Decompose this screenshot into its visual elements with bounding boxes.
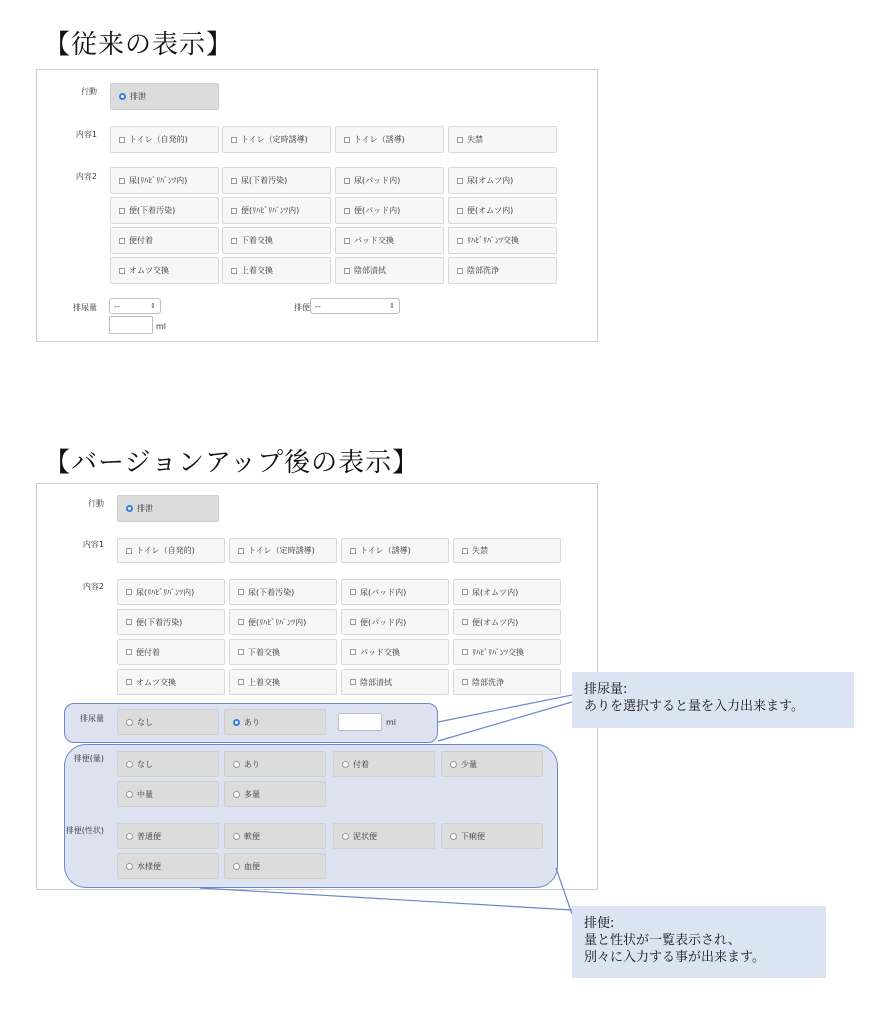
checkbox-icon (231, 238, 237, 244)
content2-option[interactable]: 下着交換 (222, 227, 331, 254)
after-heading: 【バージョンアップ後の表示】 (44, 448, 420, 478)
radio-selected-icon (119, 93, 126, 100)
content1-option[interactable]: トイレ（定時誘導) (222, 126, 331, 153)
urine-note-text: ありを選択すると量を入力出来ます。 (584, 699, 804, 714)
checkbox-icon (126, 649, 132, 655)
content2-option[interactable]: パッド交換 (341, 639, 449, 665)
content2-option[interactable]: 便(ﾘﾊﾋﾞﾘﾊﾟﾝﾂ内) (222, 197, 331, 224)
select-arrows-icon: ⇕ (389, 302, 395, 310)
stool-type-option[interactable]: 普通便 (117, 823, 219, 849)
content2-option[interactable]: 尿(ﾘﾊﾋﾞﾘﾊﾟﾝﾂ内) (117, 579, 225, 605)
content2-option[interactable]: 尿(ﾘﾊﾋﾞﾘﾊﾟﾝﾂ内) (110, 167, 219, 194)
checkbox-icon (457, 137, 463, 143)
content1-option[interactable]: トイレ（誘導) (341, 538, 449, 563)
content2-option[interactable]: 便(オムツ内) (448, 197, 557, 224)
checkbox-icon (231, 178, 237, 184)
content2-option[interactable]: 尿(パッド内) (341, 579, 449, 605)
radio-icon (450, 833, 457, 840)
radio-icon (126, 761, 133, 768)
radio-icon (126, 833, 133, 840)
checkbox-icon (350, 679, 356, 685)
checkbox-icon (126, 679, 132, 685)
content1-option[interactable]: 失禁 (453, 538, 561, 563)
checkbox-icon (231, 268, 237, 274)
radio-icon (126, 719, 133, 726)
radio-selected-icon (233, 719, 240, 726)
content2-label: 内容2 (75, 172, 97, 181)
content2-label: 内容2 (82, 582, 104, 591)
checkbox-icon (344, 238, 350, 244)
checkbox-icon (126, 548, 132, 554)
content2-option[interactable]: ﾘﾊﾋﾞﾘﾊﾟﾝﾂ交換 (448, 227, 557, 254)
radio-icon (342, 761, 349, 768)
radio-icon (233, 761, 240, 768)
checkbox-icon (462, 619, 468, 625)
checkbox-icon (238, 548, 244, 554)
urine-ml-input[interactable] (109, 316, 153, 334)
content2-option[interactable]: パッド交換 (335, 227, 444, 254)
checkbox-icon (231, 137, 237, 143)
action-label: 行動 (81, 87, 97, 96)
action-option-excretion[interactable]: 排泄 (117, 495, 219, 522)
checkbox-icon (238, 649, 244, 655)
content2-option[interactable]: 便(下着汚染) (117, 609, 225, 635)
content2-option[interactable]: 尿(パッド内) (335, 167, 444, 194)
urine-amount-label: 排尿量 (80, 714, 104, 723)
content2-option[interactable]: 陰部清拭 (335, 257, 444, 284)
content2-option[interactable]: 便付着 (110, 227, 219, 254)
content2-option[interactable]: 上着交換 (229, 669, 337, 695)
checkbox-icon (350, 619, 356, 625)
urine-note-title: 排尿量: (584, 682, 628, 697)
checkbox-icon (462, 589, 468, 595)
content2-option[interactable]: 便(オムツ内) (453, 609, 561, 635)
radio-icon (233, 863, 240, 870)
content2-option[interactable]: 陰部洗浄 (448, 257, 557, 284)
urine-note (572, 672, 854, 728)
checkbox-icon (462, 679, 468, 685)
stool-note-title: 排便: (584, 916, 615, 931)
checkbox-icon (457, 268, 463, 274)
checkbox-icon (119, 178, 125, 184)
stool-label: 排便 (294, 303, 310, 312)
content2-option[interactable]: 陰部清拭 (341, 669, 449, 695)
content2-option[interactable]: 尿(オムツ内) (448, 167, 557, 194)
urine-option[interactable]: あり (224, 709, 326, 735)
content1-option[interactable]: トイレ（定時誘導) (229, 538, 337, 563)
content2-option[interactable]: 尿(下着汚染) (222, 167, 331, 194)
action-label: 行動 (88, 499, 104, 508)
stool-type-option[interactable]: 水様便 (117, 853, 219, 879)
stool-amount-option[interactable]: あり (224, 751, 326, 777)
checkbox-icon (350, 589, 356, 595)
content1-option[interactable]: 失禁 (448, 126, 557, 153)
urine-unit: ml (156, 322, 167, 331)
content1-label: 内容1 (75, 130, 97, 139)
checkbox-icon (350, 649, 356, 655)
content1-option[interactable]: トイレ（自発的) (117, 538, 225, 563)
content2-option[interactable]: 便付着 (117, 639, 225, 665)
checkbox-icon (119, 137, 125, 143)
content2-option[interactable]: 便(パッド内) (335, 197, 444, 224)
urine-amount-label: 排尿量 (73, 303, 97, 312)
content1-option[interactable]: トイレ（誘導) (335, 126, 444, 153)
checkbox-icon (457, 178, 463, 184)
content2-option[interactable]: 便(下着汚染) (110, 197, 219, 224)
stool-amount-option[interactable]: なし (117, 751, 219, 777)
stool-type-option[interactable]: 血便 (224, 853, 326, 879)
content2-option[interactable]: 下着交換 (229, 639, 337, 665)
checkbox-icon (238, 589, 244, 595)
stool-amount-option[interactable]: 少量 (441, 751, 543, 777)
checkbox-icon (457, 208, 463, 214)
radio-icon (126, 863, 133, 870)
radio-icon (342, 833, 349, 840)
urine-option[interactable]: なし (117, 709, 219, 735)
content2-option[interactable]: ﾘﾊﾋﾞﾘﾊﾟﾝﾂ交換 (453, 639, 561, 665)
before-heading: 【従来の表示】 (44, 30, 234, 60)
content1-label: 内容1 (82, 540, 104, 549)
stool-note-line2: 別々に入力する事が出来ます。 (584, 950, 765, 965)
select-arrows-icon: ⇕ (150, 302, 156, 310)
checkbox-icon (462, 548, 468, 554)
checkbox-icon (119, 238, 125, 244)
content2-option[interactable]: 尿(下着汚染) (229, 579, 337, 605)
stool-type-option[interactable]: 泥状便 (333, 823, 435, 849)
stool-amount-option[interactable]: 中量 (117, 781, 219, 807)
content1-option[interactable]: トイレ（自発的) (110, 126, 219, 153)
stool-note-line1: 量と性状が一覧表示され、 (584, 933, 741, 948)
checkbox-icon (462, 649, 468, 655)
content2-option[interactable]: 上着交換 (222, 257, 331, 284)
checkbox-icon (126, 589, 132, 595)
checkbox-icon (126, 619, 132, 625)
stool-amount-option[interactable]: 付着 (333, 751, 435, 777)
checkbox-icon (231, 208, 237, 214)
checkbox-icon (238, 619, 244, 625)
checkbox-icon (119, 268, 125, 274)
urine-amount-select[interactable]: -- ⇕ (109, 298, 161, 314)
radio-icon (126, 791, 133, 798)
urine-ml-input[interactable] (338, 713, 382, 731)
checkbox-icon (344, 137, 350, 143)
content2-option[interactable]: オムツ交換 (117, 669, 225, 695)
stool-type-option[interactable]: 下痢便 (441, 823, 543, 849)
content2-option[interactable]: オムツ交換 (110, 257, 219, 284)
radio-icon (450, 761, 457, 768)
checkbox-icon (344, 208, 350, 214)
checkbox-icon (344, 268, 350, 274)
checkbox-icon (119, 208, 125, 214)
content2-option[interactable]: 陰部洗浄 (453, 669, 561, 695)
content2-option[interactable]: 便(ﾘﾊﾋﾞﾘﾊﾟﾝﾂ内) (229, 609, 337, 635)
content2-option[interactable]: 尿(オムツ内) (453, 579, 561, 605)
radio-icon (233, 833, 240, 840)
radio-selected-icon (126, 505, 133, 512)
radio-icon (233, 791, 240, 798)
stool-note (572, 906, 826, 978)
checkbox-icon (350, 548, 356, 554)
stool-type-label: 排便(性状) (65, 826, 104, 835)
stool-type-option[interactable]: 軟便 (224, 823, 326, 849)
before-form-panel (36, 69, 598, 342)
urine-unit: ml (386, 718, 397, 727)
content2-option[interactable]: 便(パッド内) (341, 609, 449, 635)
stool-amount-option[interactable]: 多量 (224, 781, 326, 807)
stool-select[interactable]: -- ⇕ (310, 298, 400, 314)
checkbox-icon (344, 178, 350, 184)
action-option-excretion[interactable]: 排泄 (110, 83, 219, 110)
checkbox-icon (238, 679, 244, 685)
stool-amount-label: 排便(量) (73, 754, 104, 763)
checkbox-icon (457, 238, 463, 244)
